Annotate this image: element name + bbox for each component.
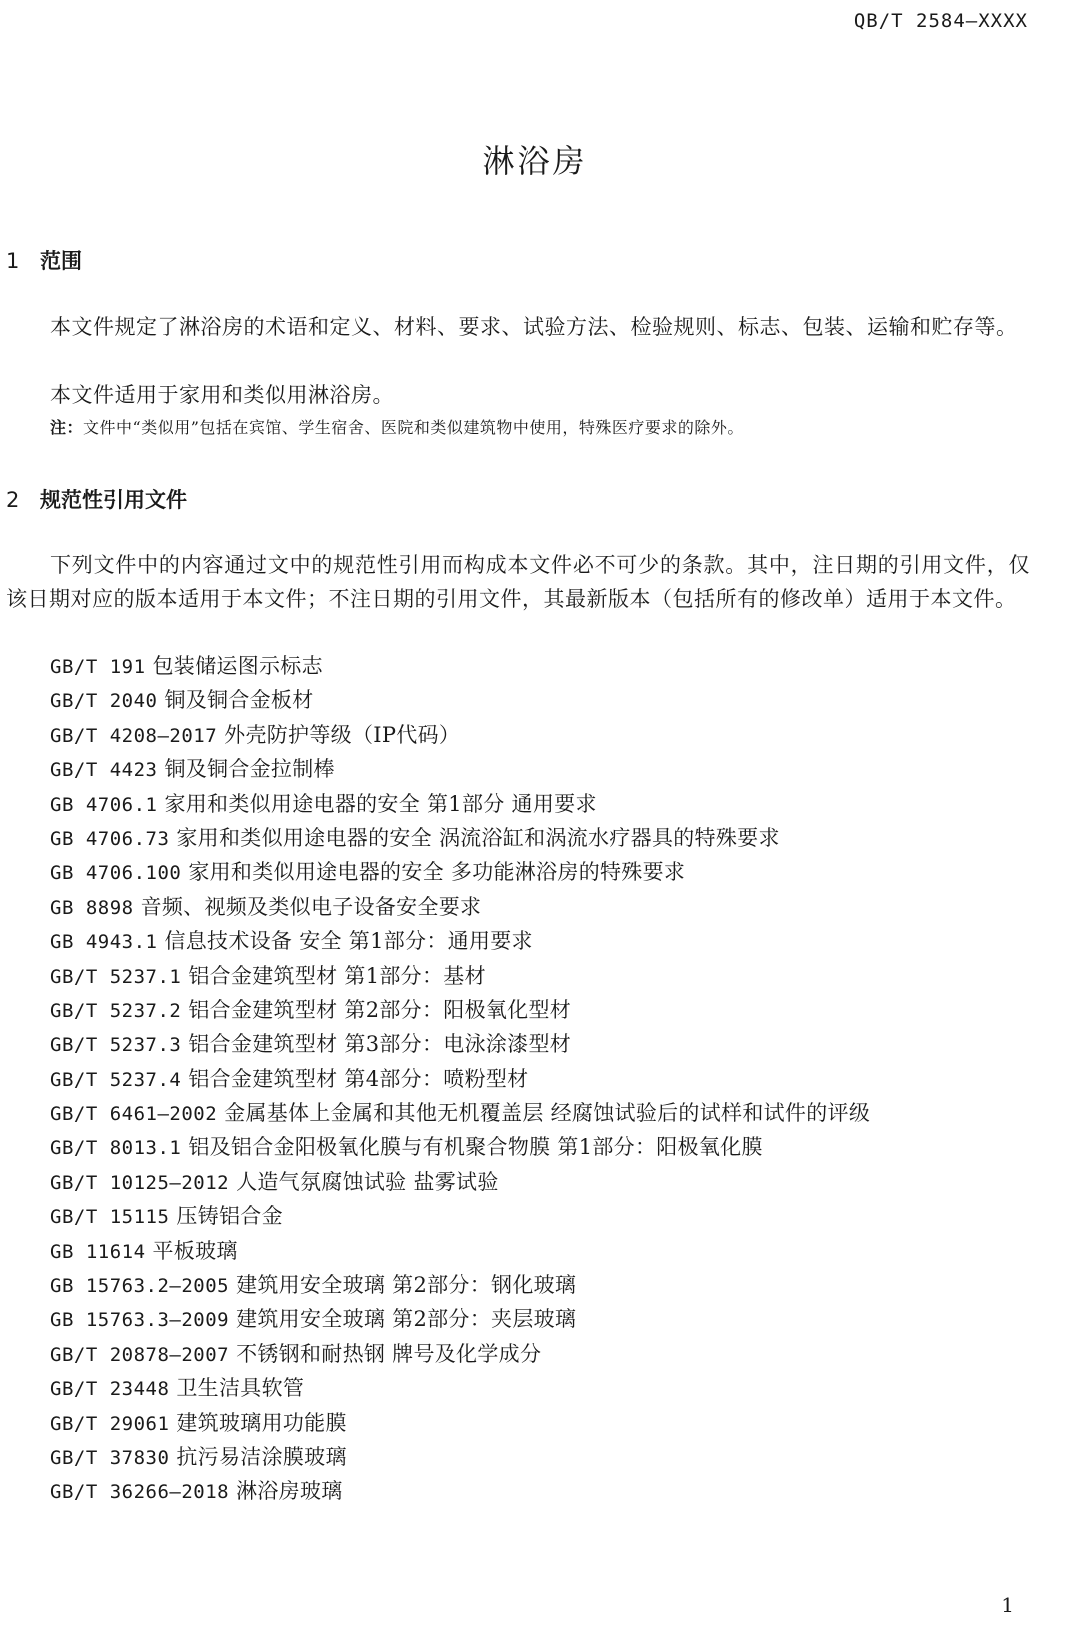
reference-item: [50, 787, 870, 821]
reference-item: [50, 1337, 870, 1371]
reference-title: 建筑用安全玻璃 第2部分：夹层玻璃: [236, 1307, 577, 1332]
reference-code: GB 8898: [50, 896, 134, 919]
reference-code: GB/T 5237.1: [50, 965, 182, 988]
reference-item: [50, 1234, 870, 1268]
references-intro: 下列文件中的内容通过文中的规范性引用而构成本文件必不可少的条款。其中，注日期的引用文件，仅该日期对应的版本适用于本文件；不注日期的引用文件，其最新版本（包括所有的修改单）适用于本文件。: [6, 553, 1030, 611]
reference-code: GB/T 37830: [50, 1446, 170, 1469]
reference-item: [50, 1096, 870, 1130]
section-2-number: 2: [6, 488, 20, 512]
reference-item: [50, 924, 870, 958]
reference-item: [50, 752, 870, 786]
reference-item: [50, 1165, 870, 1199]
reference-item: [50, 1371, 870, 1405]
standard-code: QB/T 2584—XXXX: [853, 10, 1028, 32]
reference-code: GB/T 5237.3: [50, 1034, 182, 1057]
reference-title: 压铸铝合金: [176, 1204, 283, 1229]
reference-item: [50, 1062, 870, 1096]
reference-code: GB 15763.3—2009: [50, 1309, 230, 1332]
reference-title: 包装储运图示标志: [152, 654, 323, 678]
reference-title: 家用和类似用途电器的安全 多功能淋浴房的特殊要求: [188, 860, 686, 885]
reference-title: 不锈钢和耐热钢 牌号及化学成分: [236, 1341, 542, 1366]
reference-title: 铝合金建筑型材 第4部分：喷粉型材: [188, 1066, 529, 1091]
section-1-title: 范围: [40, 249, 82, 273]
reference-title: 人造气氛腐蚀试验 盐雾试验: [236, 1169, 499, 1194]
reference-title: 金属基体上金属和其他无机覆盖层 经腐蚀试验后的试样和试件的评级: [224, 1101, 871, 1126]
reference-item: [50, 1130, 870, 1164]
reference-item: [50, 1474, 870, 1508]
reference-code: GB/T 6461—2002: [50, 1103, 218, 1126]
section-1-number: 1: [6, 249, 20, 273]
reference-item: [50, 718, 870, 752]
reference-item: [50, 821, 870, 855]
reference-item: [50, 959, 870, 993]
reference-title: 铝合金建筑型材 第2部分：阳极氧化型材: [188, 997, 572, 1022]
reference-item: [50, 993, 870, 1027]
scope-paragraph-1: 本文件规定了淋浴房的术语和定义、材料、要求、试验方法、检验规则、标志、包装、运输和贮存等。: [50, 315, 1018, 339]
reference-code: GB/T 191: [50, 656, 146, 678]
reference-item: [50, 683, 870, 717]
section-2-title: 规范性引用文件: [40, 488, 187, 512]
reference-code: GB 4943.1: [50, 931, 158, 954]
reference-title: 淋浴房玻璃: [236, 1479, 343, 1504]
reference-code: GB/T 5237.4: [50, 1068, 182, 1091]
note-text: 文件中“类似用”包括在宾馆、学生宿舍、医院和类似建筑物中使用，特殊医疗要求的除外。: [83, 418, 744, 437]
reference-item: [50, 1199, 870, 1233]
reference-title: 建筑用安全玻璃 第2部分：钢化玻璃: [236, 1273, 577, 1298]
reference-code: GB 4706.73: [50, 827, 170, 850]
reference-title: 家用和类似用途电器的安全 第1部分 通用要求: [164, 791, 597, 816]
reference-code: GB/T 15115: [50, 1206, 170, 1229]
scope-paragraph-2: 本文件适用于家用和类似用淋浴房。: [50, 383, 394, 407]
reference-title: 铝及铝合金阳极氧化膜与有机聚合物膜 第1部分：阳极氧化膜: [188, 1135, 763, 1160]
note-label: 注：: [50, 418, 84, 437]
reference-title: 铝合金建筑型材 第1部分：基材: [188, 963, 486, 988]
reference-title: 音频、视频及类似电子设备安全要求: [140, 894, 482, 919]
reference-code: GB/T 4423: [50, 759, 158, 782]
reference-code: GB/T 8013.1: [50, 1137, 182, 1160]
reference-code: GB/T 29061: [50, 1412, 170, 1435]
reference-item: [50, 1027, 870, 1061]
reference-item: [50, 890, 870, 924]
reference-title: 平板玻璃: [152, 1238, 238, 1263]
page-number: 1: [1001, 1593, 1014, 1617]
reference-code: GB/T 4208—2017: [50, 724, 218, 747]
reference-code: GB 4706.1: [50, 793, 158, 816]
reference-item: [50, 1302, 870, 1336]
reference-title: 铝合金建筑型材 第3部分：电泳涂漆型材: [188, 1032, 572, 1057]
reference-code: GB/T 23448: [50, 1378, 170, 1401]
reference-title: 铜及铜合金板材: [164, 688, 314, 713]
reference-title: 铜及铜合金拉制棒: [164, 757, 335, 782]
section-1-heading: [6, 245, 82, 275]
reference-code: GB 11614: [50, 1240, 146, 1263]
reference-code: GB/T 36266—2018: [50, 1481, 230, 1504]
reference-title: 信息技术设备 安全 第1部分：通用要求: [164, 929, 533, 954]
reference-code: GB 4706.100: [50, 862, 182, 885]
reference-title: 抗污易洁涂膜玻璃: [176, 1444, 347, 1469]
reference-item: [50, 1268, 870, 1302]
reference-code: GB/T 20878—2007: [50, 1343, 230, 1366]
reference-title: 建筑玻璃用功能膜: [176, 1410, 347, 1435]
reference-title: 卫生洁具软管: [176, 1376, 305, 1401]
section-2-heading: [6, 484, 187, 514]
reference-code: GB/T 2040: [50, 690, 158, 713]
reference-title: 家用和类似用途电器的安全 涡流浴缸和涡流水疗器具的特殊要求: [176, 825, 780, 850]
reference-item: [50, 855, 870, 889]
reference-item: [50, 1406, 870, 1440]
reference-list: [50, 649, 870, 1509]
reference-code: GB/T 5237.2: [50, 999, 182, 1022]
reference-code: GB/T 10125—2012: [50, 1171, 230, 1194]
reference-title: 外壳防护等级（IP代码）: [224, 722, 461, 747]
reference-item: [50, 649, 870, 683]
reference-item: [50, 1440, 870, 1474]
scope-note: [50, 415, 744, 441]
document-title: 淋浴房: [482, 142, 588, 180]
reference-code: GB 15763.2—2005: [50, 1275, 230, 1298]
